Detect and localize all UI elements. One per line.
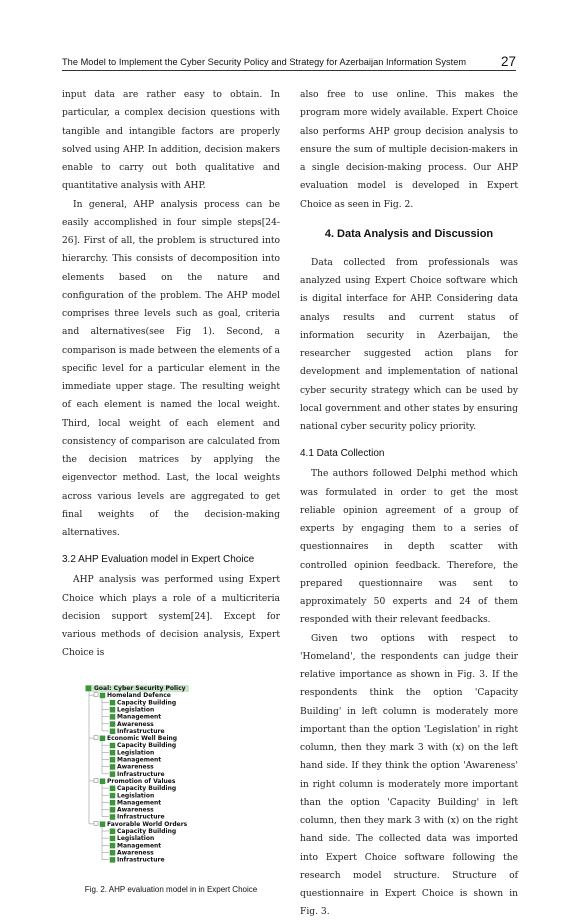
alternative-node-icon xyxy=(110,814,115,819)
alternative-label: Infrastructure xyxy=(117,727,165,735)
alternative-label: Awareness xyxy=(117,848,154,856)
goal-node-icon xyxy=(86,685,91,690)
alternative-label: Infrastructure xyxy=(117,770,165,778)
alternative-node-icon xyxy=(110,714,115,719)
alternative-label: Legislation xyxy=(117,791,155,799)
alternative-label: Management xyxy=(117,756,162,763)
collapse-toggle-icon xyxy=(94,821,98,825)
right-paragraph-2: Data collected from professionals was analyzed using Expert Choice software which is digital interface for AHP. Considering data analys results and current status of information security in Azerbaijan, the researcher suggested action plans for development and implementation of national cyber security strategy which can be used by local government and other states by ensuring national cyber security policy priority. xyxy=(300,257,518,432)
alternative-node-icon xyxy=(110,785,115,790)
alternative-node-icon xyxy=(110,850,115,855)
section-heading-4: 4. Data Analysis and Discussion xyxy=(324,227,494,240)
alternative-node-icon xyxy=(110,800,115,805)
right-paragraph-1: also free to use online. This makes the program more widely available. Expert Choice also performs AHP group decision analysis to ensure the sum of multiple decision-makers in a single decision-making process. Our AHP evaluation model is developed in Expert Choice as seen in Fig. 2. xyxy=(300,90,518,210)
alternative-label: Management xyxy=(117,841,162,849)
criterion-node-icon xyxy=(100,821,105,826)
ahp-model-figure xyxy=(83,684,261,878)
alternative-node-icon xyxy=(110,828,115,833)
alternative-node-icon xyxy=(110,793,115,798)
alternative-label: Capacity Building xyxy=(117,827,177,835)
alternative-label: Capacity Building xyxy=(117,698,177,706)
left-paragraph-2: In general, AHP analysis process can be easily accomplished in four simple steps[24-26]. First of all, the problem is structured into hierarchy. This consists of decomposition into elements based on the nature and configuration of the problem. The AHP model comprises three levels such as goal, criteria and alternatives(see Fig 1). Second, a comparison is made between the elements of a specific level for a particular element in the immediate upper stage. The resulting weight of each element is named the local weight. Third, local weight of each element and consistency of comparison are calculated from the decision matrices by applying the eigenvector method. Last, the local weights across various levels are aggregated to get final weights of the decision-making alternatives. xyxy=(62,199,280,538)
alternative-node-icon xyxy=(110,743,115,748)
goal-label: Goal: Cyber Security Policy xyxy=(94,684,186,692)
collapse-toggle-icon xyxy=(94,778,98,782)
criterion-label: Economic Well Being xyxy=(107,734,178,742)
alternative-node-icon xyxy=(110,707,115,712)
alternative-label: Management xyxy=(117,713,162,721)
running-title: The Model to Implement the Cyber Security Policy and Strategy for Azerbaijan Information System xyxy=(62,57,467,67)
right-paragraph-3: The authors followed Delphi method which was formulated in order to get the most reliable opinion agreement of a group of experts by engaging them to a series of questionnaires in depth scatter with controlled opinion feedback. Therefore, the prepared questionnaire was sent to approximately 50 experts and 24 of them responded with their relevant feedbacks. xyxy=(300,469,518,626)
alternative-label: Legislation xyxy=(117,834,155,842)
alternative-node-icon xyxy=(110,750,115,755)
right-column xyxy=(300,86,518,922)
alternative-node-icon xyxy=(110,728,115,733)
collapse-toggle-icon xyxy=(94,692,98,696)
alternative-node-icon xyxy=(110,857,115,862)
alternative-node-icon xyxy=(110,771,115,776)
figure-caption: Fig. 2. AHP evaluation model in in Expert Choice xyxy=(84,884,258,894)
criterion-node-icon xyxy=(100,692,105,697)
alternative-label: Infrastructure xyxy=(117,813,165,821)
collapse-toggle-icon xyxy=(94,735,98,739)
criterion-label: Favorable World Orders xyxy=(107,820,188,828)
criterion-label: Promotion of Values xyxy=(107,777,176,785)
running-header xyxy=(62,50,516,71)
alternative-node-icon xyxy=(110,700,115,705)
left-column xyxy=(62,86,280,894)
ahp-hierarchy-tree xyxy=(83,684,261,878)
alternative-label: Awareness xyxy=(117,806,154,814)
page-number: 27 xyxy=(500,54,516,69)
alternative-label: Awareness xyxy=(117,763,154,771)
alternative-label: Management xyxy=(117,798,162,806)
alternative-node-icon xyxy=(110,721,115,726)
alternative-label: Legislation xyxy=(117,748,155,756)
criterion-node-icon xyxy=(100,778,105,783)
alternative-node-icon xyxy=(110,835,115,840)
alternative-label: Capacity Building xyxy=(117,784,177,792)
right-paragraph-4: Given two options with respect to 'Homeland', the respondents can judge their relative importance as shown in Fig. 3. If the respondents think the option 'Capacity Building' in left column is moderately more important than the option 'Legislation' in right column, then they mark 3 with (x) on the left hand side. If they think the option 'Awareness' in right column is moderately more important than the option 'Capacity Building' in left column, then they mark 3 with (x) on the right hand side. The collected data was imported into Expert Choice software following the research model structure. Structure of questionnaire in Expert Choice is shown in Fig. 3. xyxy=(300,633,518,918)
alternative-label: Legislation xyxy=(117,705,155,713)
alternative-node-icon xyxy=(110,764,115,769)
alternative-node-icon xyxy=(110,757,115,762)
left-paragraph-3: AHP analysis was performed using Expert Choice which plays a role of a multicriteria decision support system[24]. Except for various methods of decision analysis, Expert Choice is xyxy=(62,575,280,659)
section-heading-4-1: 4.1 Data Collection xyxy=(300,448,385,460)
criterion-node-icon xyxy=(100,735,105,740)
alternative-node-icon xyxy=(110,843,115,848)
criterion-label: Homeland Defence xyxy=(107,691,171,699)
alternative-label: Infrastructure xyxy=(117,856,165,864)
alternative-label: Capacity Building xyxy=(117,741,177,749)
left-paragraph-1: input data are rather easy to obtain. In particular, a complex decision questions with tangible and intangible factors are properly solved using AHP. In addition, decision makers enable to carry out both qualitative and quantitative analysis with AHP. xyxy=(62,90,280,192)
alternative-node-icon xyxy=(110,807,115,812)
section-heading-3-2: 3.2 AHP Evaluation model in Expert Choice xyxy=(62,554,255,566)
alternative-label: Awareness xyxy=(117,720,154,728)
